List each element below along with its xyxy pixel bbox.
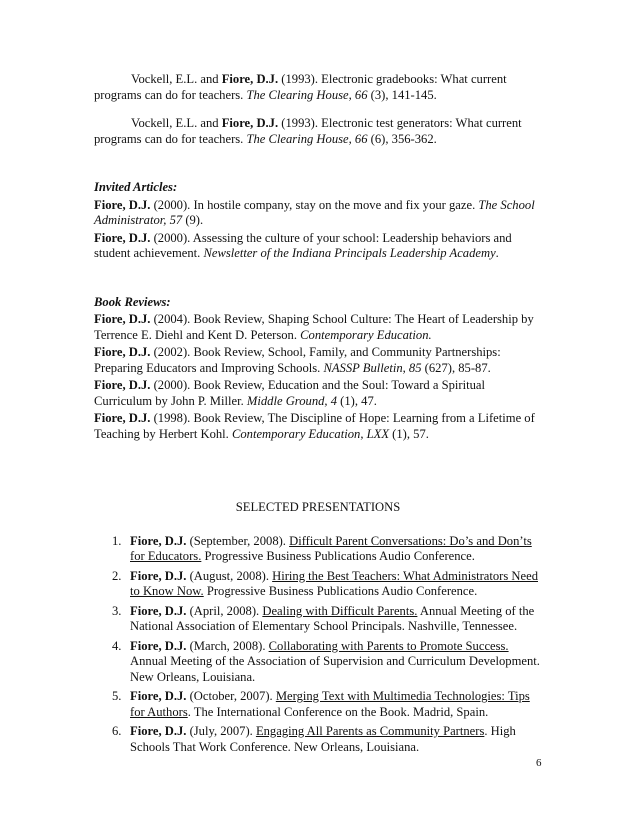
entry-tail: . High Schools That Work Conference. New Orleans, Louisiana.: [130, 724, 516, 754]
entry-authors: Vockell, E.L. and: [131, 116, 222, 130]
entry-journal: The School Administrator, 57: [94, 197, 535, 227]
entry-title: (1993). Electronic test generators: What current programs can do for teachers.: [94, 116, 522, 146]
entry-author-bold: Fiore, D.J.: [130, 533, 187, 548]
item-number: 1.: [112, 533, 122, 548]
entry-author-bold: Fiore, D.J.: [94, 197, 151, 212]
entry-journal: Contemporary Education.: [300, 327, 432, 342]
entry-author-bold: Fiore, D.J.: [130, 638, 187, 653]
presentation-item: [94, 569, 546, 600]
presentation-title: Dealing with Difficult Parents.: [262, 603, 418, 618]
journal-article-entry: [94, 72, 546, 103]
presentation-title: Hiring the Best Teachers: What Administrators Need to Know Now.: [130, 568, 538, 598]
item-number: 5.: [112, 689, 122, 703]
presentation-title: Merging Text with Multimedia Technologies: Tips for Authors: [130, 689, 530, 719]
presentation-title: Engaging All Parents as Community Partners: [255, 724, 485, 738]
entry-tail: Annual Meeting of the Association of Supervision and Curriculum Development. New Orleans, Louisiana.: [130, 654, 540, 684]
entry-journal: Newsletter of the Indiana Principals Leadership Academy: [203, 246, 496, 260]
entry-author-bold: Fiore, D.J.: [221, 72, 279, 86]
entry-date: (July, 2007).: [186, 724, 256, 738]
entry-author-bold: Fiore, D.J.: [94, 230, 151, 245]
item-number: 3.: [112, 603, 122, 618]
entry-tail: (6), 356-362.: [367, 131, 437, 146]
presentation-item: [94, 534, 546, 565]
book-reviews-heading: Book Reviews:: [94, 294, 171, 309]
presentations-heading: SELECTED PRESENTATIONS: [235, 500, 401, 514]
entry-tail: .: [495, 246, 499, 260]
entry-journal: Middle Ground, 4: [246, 393, 338, 408]
entry-title: (2004). Book Review, Shaping School Culture: The Heart of Leadership by Terrence E. Diehl and Kent D. Peterson.: [94, 312, 534, 342]
entry-title: (1998). Book Review, The Discipline of Hope: Learning from a Lifetime of Teaching by Herbert Kohl.: [94, 411, 535, 441]
book-review-entry: [94, 312, 546, 343]
entry-author-bold: Fiore, D.J.: [94, 312, 151, 326]
entry-title: (2000). Assessing the culture of your school: Leadership behaviors and student achievement.: [94, 230, 512, 260]
entry-journal: The Clearing House, 66: [246, 131, 368, 146]
entry-tail: (9).: [182, 213, 204, 227]
entry-author-bold: Fiore, D.J.: [130, 568, 187, 583]
presentation-title: Collaborating with Parents to Promote Success.: [268, 638, 509, 653]
entry-author-bold: Fiore, D.J.: [94, 411, 151, 425]
presentations-list: [94, 534, 546, 756]
entry-tail: (627), 85-87.: [421, 360, 491, 375]
entry-date: (September, 2008).: [186, 533, 290, 548]
entry-tail: (1), 57.: [389, 426, 429, 441]
entry-title: (2000). In hostile company, stay on the move and fix your gaze.: [150, 197, 479, 212]
entry-tail: . The International Conference on the Book. Madrid, Spain.: [187, 704, 489, 719]
entry-date: (March, 2008).: [186, 638, 269, 653]
book-review-entry: [94, 345, 546, 376]
entry-author-bold: Fiore, D.J.: [221, 116, 279, 130]
entry-author-bold: Fiore, D.J.: [94, 345, 151, 359]
item-number: 2.: [112, 568, 122, 583]
invited-article-entry: [94, 231, 546, 262]
presentation-item: [94, 639, 546, 686]
entry-journal: Contemporary Education, LXX: [231, 426, 390, 441]
entry-journal: The Clearing House, 66: [246, 87, 368, 102]
presentation-item: [94, 724, 546, 755]
journal-article-entry: [94, 116, 546, 147]
entry-author-bold: Fiore, D.J.: [130, 724, 187, 738]
presentation-title: Difficult Parent Conversations: Do’s and Don’ts for Educators.: [130, 533, 532, 563]
entry-title: (1993). Electronic gradebooks: What current programs can do for teachers.: [94, 72, 507, 102]
entry-date: (April, 2008).: [186, 603, 263, 618]
entry-title: (2002). Book Review, School, Family, and Community Partnerships: Preparing Educators and Improving Schools.: [94, 345, 501, 375]
entry-author-bold: Fiore, D.J.: [94, 378, 151, 392]
invited-articles-heading: Invited Articles:: [94, 180, 178, 194]
entry-title: (2000). Book Review, Education and the Soul: Toward a Spiritual Curriculum by John P. Miller.: [94, 378, 485, 408]
entry-tail: (1), 47.: [337, 393, 377, 408]
presentation-item: [94, 689, 546, 720]
entry-journal: NASSP Bulletin, 85: [323, 360, 422, 375]
entry-date: (August, 2008).: [186, 568, 273, 583]
entry-author-bold: Fiore, D.J.: [130, 689, 187, 703]
item-number: 6.: [112, 724, 122, 738]
page-content: [94, 72, 546, 759]
book-review-entry: [94, 378, 546, 409]
entry-tail: Annual Meeting of the National Association of Elementary School Principals. Nashville, Tennessee.: [130, 603, 535, 633]
invited-article-entry: [94, 198, 546, 229]
entry-tail: Progressive Business Publications Audio Conference.: [201, 549, 475, 563]
entry-tail: (3), 141-145.: [367, 87, 437, 102]
entry-authors: Vockell, E.L. and: [131, 72, 222, 86]
item-number: 4.: [112, 638, 122, 653]
presentation-item: [94, 604, 546, 635]
entry-date: (October, 2007).: [186, 689, 276, 703]
book-review-entry: [94, 411, 546, 442]
page-number: 6: [536, 757, 542, 769]
entry-author-bold: Fiore, D.J.: [130, 603, 187, 618]
entry-tail: Progressive Business Publications Audio Conference.: [203, 584, 478, 598]
